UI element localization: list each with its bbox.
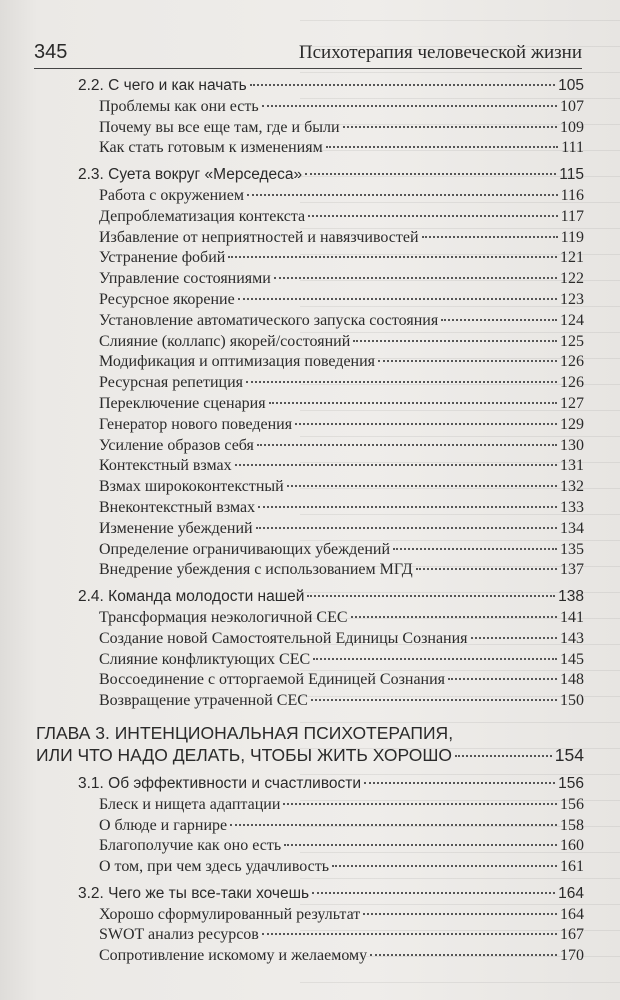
toc-section: 2.3. Суета вокруг «Мерседеса» 115 — [78, 166, 584, 184]
toc-entry: Хорошо сформулированный результат 164 — [99, 905, 584, 923]
toc-entry: Как стать готовым к изменениям 111 — [99, 139, 584, 157]
table-of-contents — [36, 76, 584, 967]
toc-entry: Сопротивление искомому и желаемому 170 — [99, 947, 584, 965]
toc-entry: Благополучие как оно есть 160 — [99, 837, 584, 855]
toc-entry: Определение ограничивающих убеждений 135 — [99, 540, 584, 558]
toc-entry: Внеконтекстный взмах 133 — [99, 498, 584, 516]
toc-section: 3.1. Об эффективности и счастливости 156 — [78, 774, 584, 792]
toc-entry: Депроблематизация контекста 117 — [99, 207, 584, 225]
toc-entry: Почему вы все еще там, где и были 109 — [99, 118, 584, 136]
toc-entry: Модификация и оптимизация поведения 126 — [99, 353, 584, 371]
toc-chapter-line-2: ИЛИ ЧТО НАДО ДЕЛАТЬ, ЧТОБЫ ЖИТЬ ХОРОШО 154 — [36, 744, 584, 765]
toc-entry: Воссоединение с отторгаемой Единицей Сознания 148 — [99, 671, 584, 689]
toc-entry: Блеск и нищета адаптации 156 — [99, 795, 584, 813]
toc-entry: Устранение фобий 121 — [99, 249, 584, 267]
toc-entry: Генератор нового поведения 129 — [99, 415, 584, 433]
toc-entry: Внедрение убеждения с использованием МГД 137 — [99, 561, 584, 579]
toc-entry: Работа с окружением 116 — [99, 186, 584, 204]
toc-section: 2.2. С чего и как начать 105 — [78, 77, 584, 94]
toc-entry: Слияние конфликтующих СЕС 145 — [99, 650, 584, 668]
page-header — [34, 40, 582, 69]
toc-entry: Избавление от неприятностей и навязчивостей 119 — [99, 228, 584, 246]
toc-entry: Ресурсная репетиция 126 — [99, 374, 584, 392]
toc-entry: Контекстный взмах 131 — [99, 457, 584, 475]
toc-entry: Взмах ширококонтекстный 132 — [99, 478, 584, 496]
toc-entry: Проблемы как они есть 107 — [99, 97, 584, 115]
toc-chapter-line-1: ГЛАВА 3. ИНТЕНЦИОНАЛЬНАЯ ПСИХОТЕРАПИЯ, — [36, 722, 454, 743]
page-number: 345 — [34, 41, 68, 63]
toc-entry: Усиление образов себя 130 — [99, 436, 584, 454]
running-title: Психотерапия человеческой жизни — [298, 42, 582, 63]
toc-entry: Трансформация неэкологичной СЕС 141 — [99, 608, 584, 626]
toc-entry: О том, при чем здесь удачливость 161 — [99, 858, 584, 876]
toc-entry: Переключение сценария 127 — [99, 394, 584, 412]
toc-entry: Слияние (коллапс) якорей/состояний 125 — [99, 332, 584, 350]
toc-section: 2.4. Команда молодости нашей 138 — [78, 588, 584, 606]
toc-entry: Управление состояниями 122 — [99, 270, 584, 288]
toc-entry: Ресурсное якорение 123 — [99, 290, 584, 308]
toc-entry: SWOT анализ ресурсов 167 — [99, 926, 584, 944]
toc-entry: О блюде и гарнире 158 — [99, 816, 584, 834]
toc-entry: Создание новой Самостоятельной Единицы Сознания 143 — [99, 629, 584, 647]
toc-entry: Возвращение утраченной СЕС 150 — [99, 692, 584, 710]
toc-entry: Изменение убеждений 134 — [99, 519, 584, 537]
toc-section: 3.2. Чего же ты все-таки хочешь 164 — [78, 884, 584, 902]
toc-entry: Установление автоматического запуска состояния 124 — [99, 311, 584, 329]
